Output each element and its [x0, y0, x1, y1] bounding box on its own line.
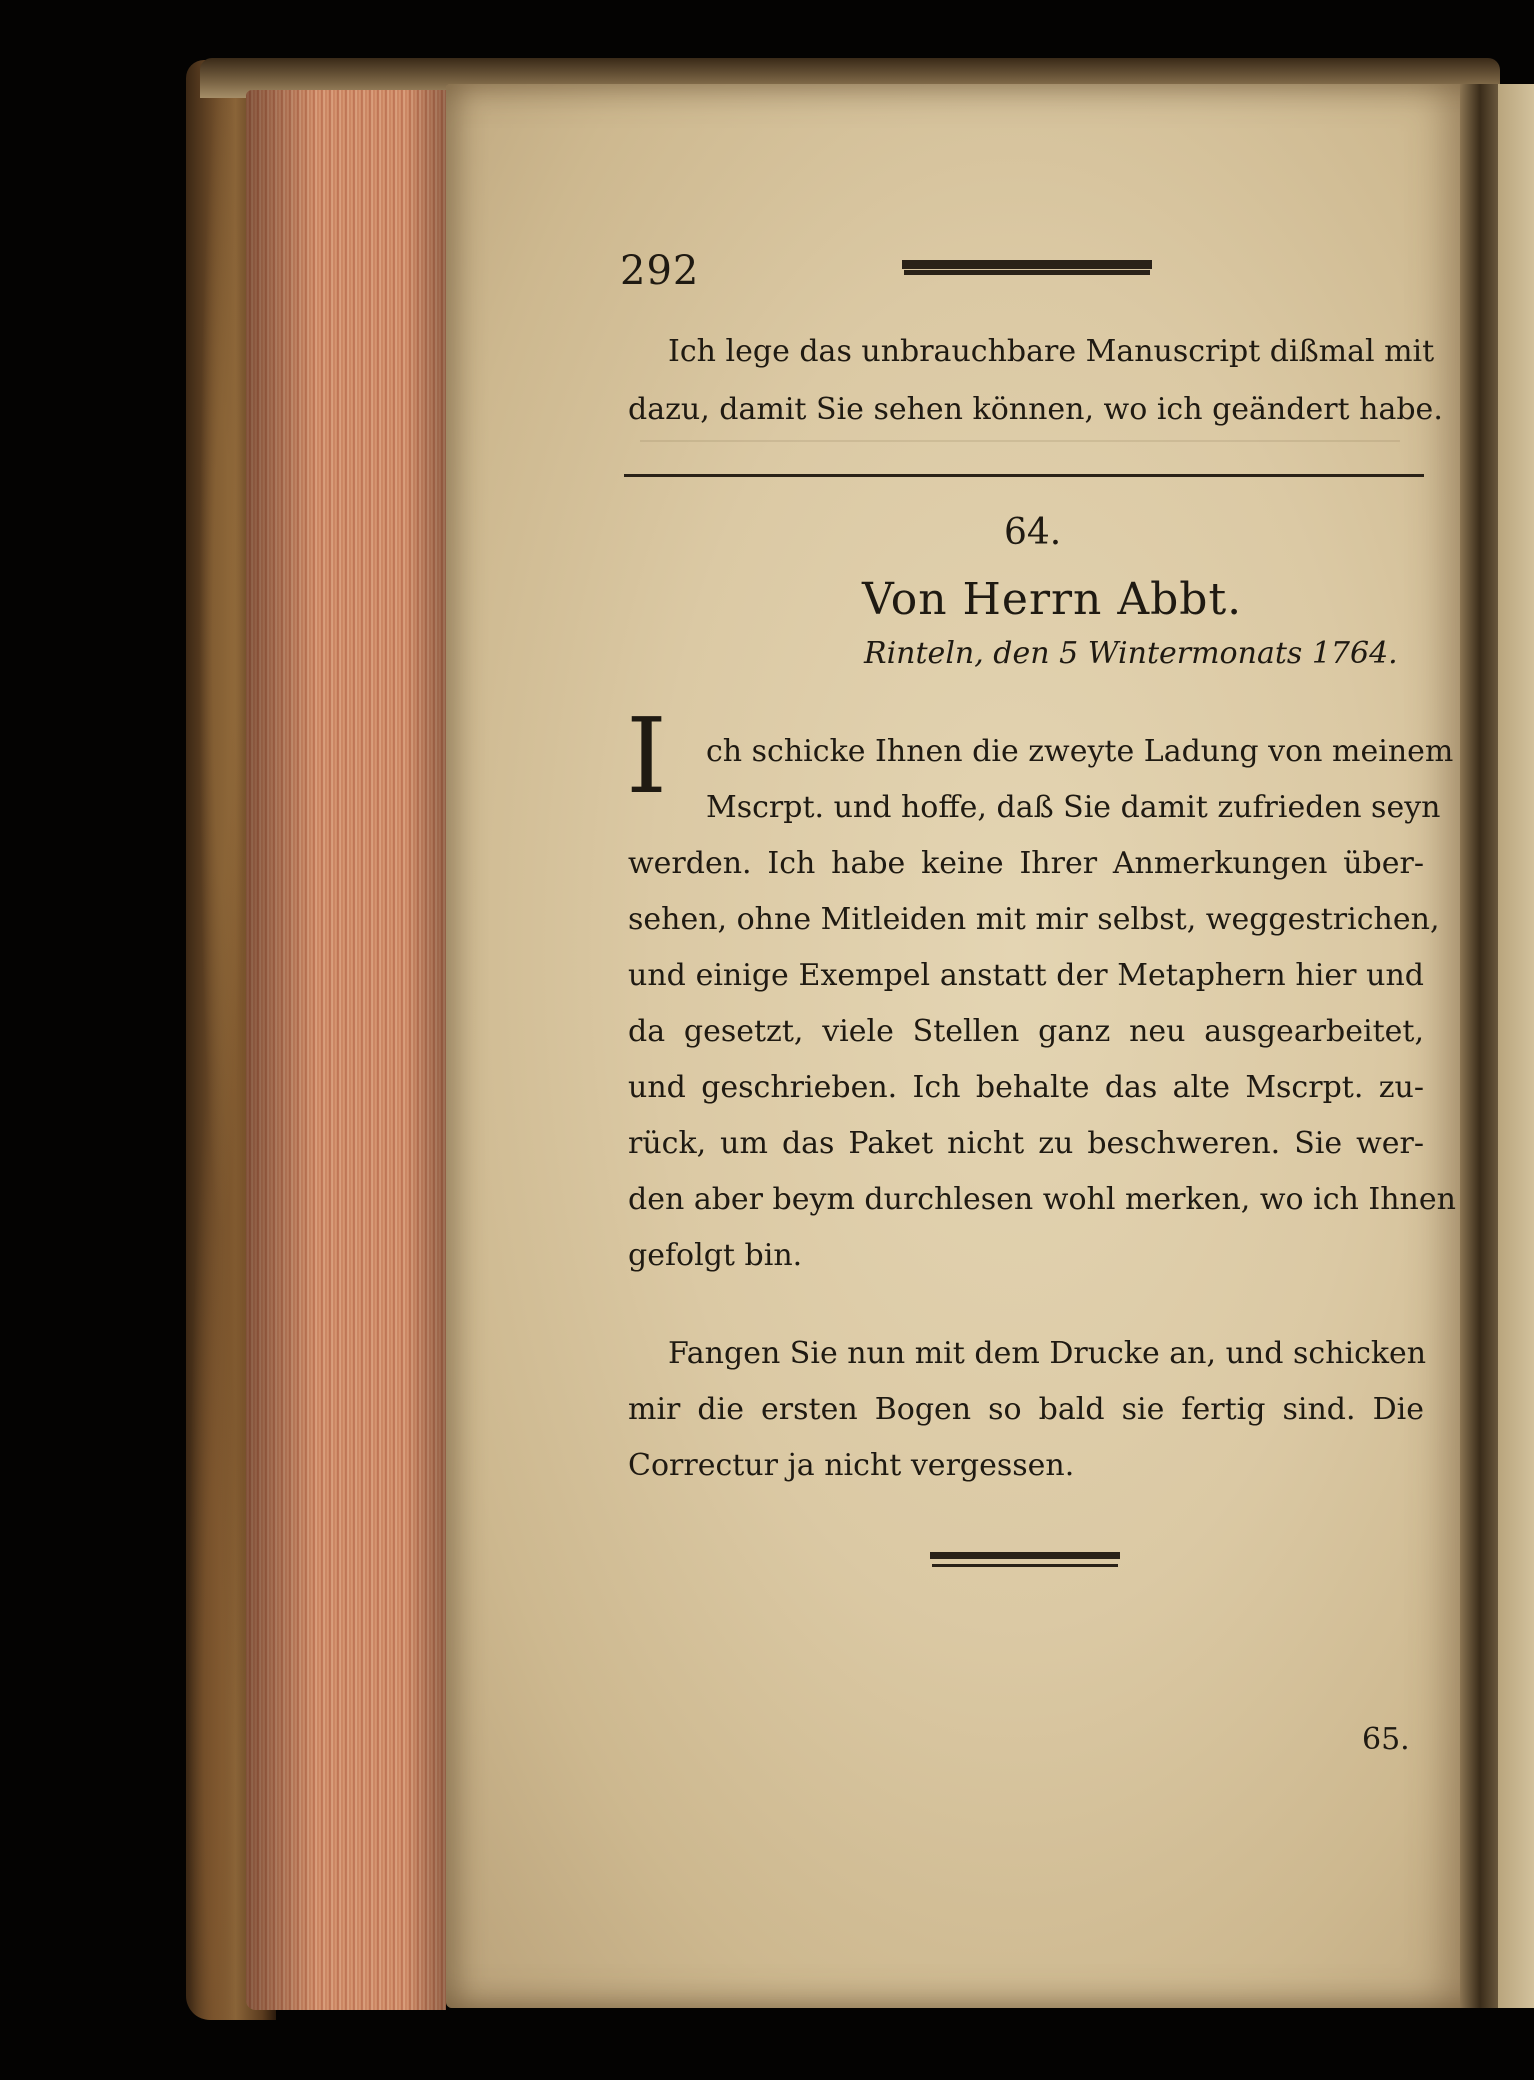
letter-title: Von Herrn Abbt.	[862, 574, 1243, 625]
body-line: den aber beym durchlesen wohl merken, wo ich Ihnen	[628, 1182, 1456, 1217]
page-number: 292	[620, 248, 700, 294]
body-line: da gesetzt, viele Stellen ganz neu ausgearbeitet,	[628, 1014, 1424, 1049]
second-paragraph-line: Correctur ja nicht vergessen.	[628, 1448, 1075, 1483]
body-line: gefolgt bin.	[628, 1238, 803, 1273]
body-line: ch schicke Ihnen die zweyte Ladung von meinem	[706, 734, 1454, 769]
body-line: und einige Exempel anstatt der Metaphern hier und	[628, 958, 1424, 993]
body-line: sehen, ohne Mitleiden mit mir selbst, weggestrichen,	[628, 902, 1440, 937]
second-paragraph-line: Fangen Sie nun mit dem Drucke an, und schicken	[668, 1336, 1427, 1371]
body-line: rück, um das Paket nicht zu beschweren. Sie wer-	[628, 1126, 1424, 1161]
drop-cap: I	[626, 695, 668, 817]
catchword: 65.	[1362, 1722, 1410, 1757]
top-paragraph-line: dazu, damit Sie sehen können, wo ich geändert habe.	[628, 392, 1443, 427]
book-gutter	[1460, 84, 1500, 2008]
header-rule	[902, 260, 1152, 269]
second-paragraph-line: mir die ersten Bogen so bald sie fertig sind. Die	[628, 1392, 1424, 1427]
closing-rule	[930, 1552, 1120, 1559]
section-divider	[624, 474, 1424, 477]
show-through-ghost	[640, 440, 1400, 452]
letter-number: 64.	[1004, 512, 1062, 553]
letter-dateline: Rinteln, den 5 Wintermonats 1764.	[864, 636, 1398, 671]
right-page-edge	[1498, 84, 1534, 2008]
body-line: Mscrpt. und hoffe, daß Sie damit zufrieden seyn	[706, 790, 1441, 825]
page-edges-shade	[246, 90, 446, 2010]
top-paragraph-line: Ich lege das unbrauchbare Manuscript dißmal mit	[668, 334, 1435, 369]
body-line: und geschrieben. Ich behalte das alte Mscrpt. zu-	[628, 1070, 1424, 1105]
body-line: werden. Ich habe keine Ihrer Anmerkungen über-	[628, 846, 1424, 881]
